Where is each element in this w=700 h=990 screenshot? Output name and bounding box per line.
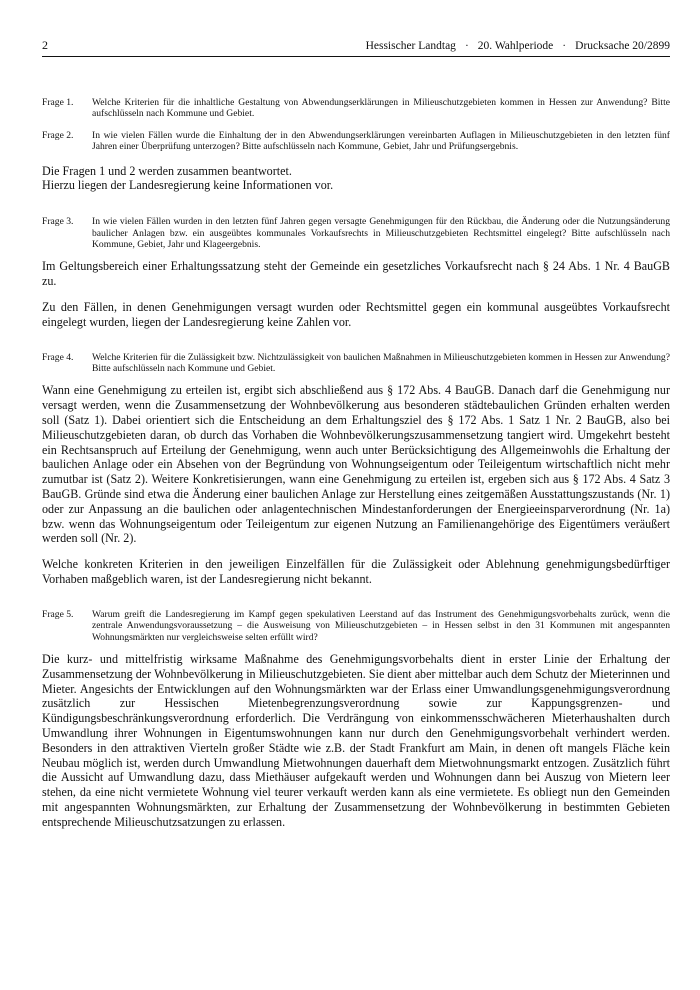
question-label: Frage 4.	[42, 351, 74, 363]
question-block	[42, 216, 670, 250]
header-parliament: Hessischer Landtag	[365, 40, 456, 52]
header-document-number: Drucksache 20/2899	[575, 40, 670, 52]
question-label: Frage 1.	[42, 97, 74, 108]
answer-paragraph: Zu den Fällen, in denen Genehmigungen versagt wurden oder Rechtsmittel gegen ein kommunal ausgeübtes Vorkaufsrecht eingelegt wurden, liegen der Landesregierung keine Zahlen vor.	[42, 300, 670, 329]
header-separator: ·	[464, 40, 469, 52]
answer-paragraph: Welche konkreten Kriterien in den jeweiligen Einzelfällen für die Zulässigkeit oder Ablehnung genehmigungsbedürftiger Vorhaben maßgeblich waren, ist der Landesregierung nicht bekannt.	[42, 557, 670, 586]
answer-block	[42, 164, 670, 194]
question-label: Frage 5.	[42, 608, 74, 620]
answer-paragraph: Die Fragen 1 und 2 werden zusammen beantwortet.	[42, 163, 292, 178]
question-text: Welche Kriterien für die inhaltliche Gestaltung von Abwendungserklärungen in Milieuschutzgebieten kommen in Hessen zur Anwendung? Bitte aufschlüsseln nach Kommune und Gebiet.	[92, 97, 670, 120]
question-text: Welche Kriterien für die Zulässigkeit bzw. Nichtzulässigkeit von baulichen Maßnahmen in Milieuschutzgebieten kommen in Hessen zur Anwendung? Bitte aufschlüsseln nach Kommune und Gebiet.	[92, 351, 670, 375]
header-separator: ·	[562, 40, 567, 52]
page-header	[42, 38, 670, 57]
answer-block	[42, 383, 670, 586]
question-label: Frage 2.	[42, 129, 74, 141]
question-text: In wie vielen Fällen wurde die Einhaltung der in den Abwendungserklärungen vereinbarten Auflagen in Milieuschutzgebieten in den letzten fünf Jahren einer Überprüfung unterzogen? Bitte aufschlüsseln nach Kommune, Gebiet, Jahr und Prüfungsergebnis.	[92, 129, 670, 153]
answer-paragraph: Wann eine Genehmigung zu erteilen ist, ergibt sich abschließend aus § 172 Abs. 4 BauGB. Danach darf die Genehmigung nur versagt werden, wenn die Zusammensetzung der Wohnbevölkerung aus besonderen städtebaulichen Gründen erhalten werden soll (Satz 1). Dabei orientiert sich die Entscheidung an dem Erhaltungsziel des § 172 Abs. 1 Satz 1 Nr. 2 BauGB, also bei Milieuschutzgebieten daran, ob durch das Vorhaben die Wohnbevölkerungszusammensetzung tangiert wird. Umgekehrt besteht ein Rechtsanspruch auf Erteilung der Genehmigung, wenn auch unter Berücksichtigung des Allgemeinwohls die Erhaltung der baulichen Anlage oder ein Absehen von der Begründung von Wohnungseigentum oder Teileigentum wirtschaftlich nicht mehr zumutbar ist (Satz 2). Weitere Konkretisierungen, wann eine Genehmigung zu erteilen ist, ergeben sich aus § 172 Abs. 4 Satz 3 BauGB. Gründe sind etwa die Änderung einer baulichen Anlage zur Herstellung eines zeitgemäßen Ausstattungszustands (Nr. 1) oder zur Anpassung an die baulichen oder anlagentechnischen Mindestanforderungen der Energieeinsparverordnung (Nr. 1a) bzw. wenn das Wohnungseigentum oder Teileigentum zur eigenen Nutzung an Familienangehörige des Eigentümers veräußert werden soll (Nr. 2).	[42, 383, 670, 546]
header-meta	[366, 40, 670, 52]
answer-paragraph: Im Geltungsbereich einer Erhaltungssatzung steht der Gemeinde ein gesetzliches Vorkaufsrecht nach § 24 Abs. 1 Nr. 4 BauGB zu.	[42, 259, 670, 289]
question-block	[42, 97, 670, 120]
page-number: 2	[42, 38, 48, 52]
question-text: Warum greift die Landesregierung im Kampf gegen spekulativen Leerstand auf das Instrument des Genehmigungsvorbehalts zurück, wenn die zentrale Anwendungsvoraussetzung – die Ausweisung von Milieuschutzgebieten – in Hessen selbst in den 31 Kommunen mit angespannten Wohnungsmärkten nur vergleichsweise selten erfüllt wird?	[92, 608, 670, 643]
answer-block	[42, 652, 670, 830]
answer-paragraph: Die kurz- und mittelfristig wirksame Maßnahme des Genehmigungsvorbehalts dient in erster Linie der Erhaltung der Zusammensetzung der Wohnbevölkerung in Milieuschutzgebieten. Sie dient aber mittelbar auch dem Schutz der Mieterinnen und Mieter. Angesichts der Entwicklungen auf den Wohnungsmärkten war der Erlass einer Umwandlungsgenehmigungsverordnung zusätzlich zur Hessischen Mietenbegrenzungsverordnung sowie zur Kappungsgrenzen- und Kündigungsbeschränkungsverordnung erforderlich. Die Verdrängung von einkommensschwächeren Mieterhaushalten durch Umwandlung ihrer Wohnungen in Eigentumswohnungen kann nur durch den Genehmigungsvorbehalt verhindert werden. Besonders in den attraktiven Vierteln großer Städte wie z.B. der Stadt Frankfurt am Main, in denen oft mangels Fläche kein Neubau möglich ist, werden durch Umwandlung Mietwohnungen dauerhaft dem Mietwohnungsmarkt entzogen. Zusätzlich führt die Aussicht auf Umwandlung dazu, dass Miethäuser aufgekauft werden und Wohnungen dann bei Auszug von Mietern leer stehen, da eine nicht vermietete Wohnung viel teurer verkauft werden kann als eine vermietete. Es obliegt nun den Gemeinden mit angespannten Wohnungsmärkten, zur Erhaltung der Zusammensetzung der Wohnbevölkerung in bestimmten Gebieten entsprechende Milieuschutzsatzungen zu erlassen.	[42, 652, 670, 829]
answer-block	[42, 259, 670, 329]
header-period: 20. Wahlperiode	[477, 40, 554, 52]
question-block	[42, 352, 670, 375]
question-block	[42, 609, 670, 643]
document-page	[42, 38, 670, 830]
question-block	[42, 130, 670, 153]
answer-paragraph: Hierzu liegen der Landesregierung keine Informationen vor.	[42, 178, 334, 193]
question-label: Frage 3.	[42, 216, 74, 228]
question-text: In wie vielen Fällen wurden in den letzten fünf Jahren gegen versagte Genehmigungen für den Rückbau, die Änderung oder die Nutzungsänderung baulicher Anlagen bzw. ein ausgeübtes kommunales Vorkaufsrechts in Milieuschutzgebieten Rechtsmittel eingelegt? Bitte aufschlüsseln nach Kommune, Gebiet, Jahr und Klageergebnis.	[92, 216, 670, 251]
